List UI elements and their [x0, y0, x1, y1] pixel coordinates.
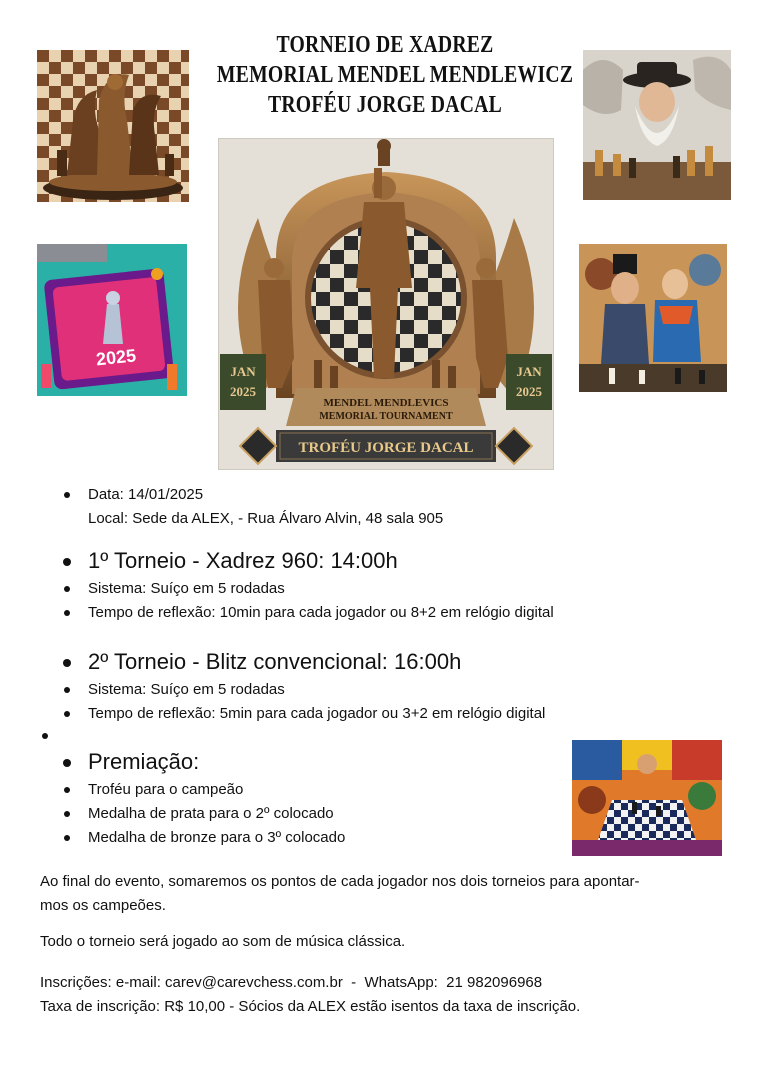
old-man-chess-image — [583, 50, 731, 200]
music-paragraph: Todo o torneio será jogado ao som de música clássica. — [40, 933, 406, 950]
prize-item: Medalha de prata para o 2º colocado — [42, 802, 562, 826]
registration-paragraph — [40, 971, 730, 1019]
flyer-title — [216, 30, 574, 120]
memorial-trophy-poster — [218, 138, 554, 470]
scoring-paragraph — [40, 870, 730, 918]
event-date — [42, 483, 642, 531]
event-info — [42, 483, 642, 531]
prize-item: Medalha de bronze para o 3º colocado — [42, 826, 562, 850]
scoring-line-2: mos os campeões. — [40, 897, 166, 914]
tournament-1-time: Tempo de reflexão: 10min para cada jogador ou 8+2 em relógio digital — [42, 601, 742, 625]
tablet-year-text: 2025 — [95, 345, 137, 370]
prizes-section — [42, 746, 562, 850]
right-badge-year: 2025 — [516, 384, 542, 399]
prizes-heading: Premiação: — [42, 746, 562, 778]
tournament-1-system: Sistema: Suíço em 5 rodadas — [42, 577, 742, 601]
left-badge-year: 2025 — [230, 384, 256, 399]
tournament-1-heading: 1º Torneio - Xadrez 960: 14:00h — [42, 545, 742, 577]
registration-fee: Taxa de inscrição: R$ 10,00 - Sócios da ALEX estão isentos da taxa de inscrição. — [40, 998, 581, 1015]
tournament-2-section — [42, 646, 742, 726]
chess-crowd-image — [572, 740, 722, 856]
prize-item: Troféu para o campeão — [42, 778, 562, 802]
bronze-horses-image — [37, 50, 189, 202]
left-badge-month: JAN — [230, 364, 256, 379]
victorian-players-image — [579, 244, 727, 392]
plaque-line-1: MENDEL MENDLEVICS — [323, 397, 449, 409]
plaque-line-2: MEMORIAL TOURNAMENT — [319, 411, 453, 422]
title-line-3: TROFÉU JORGE DACAL — [267, 92, 503, 118]
right-badge-month: JAN — [516, 364, 542, 379]
registration-contact: Inscrições: e-mail: carev@carevchess.com.br - WhatsApp: 21 982096968 — [40, 974, 543, 991]
tournament-2-heading: 2º Torneio - Blitz convencional: 16:00h — [42, 646, 742, 678]
tournament-2-time: Tempo de reflexão: 5min para cada jogador ou 3+2 em relógio digital — [42, 702, 742, 726]
tablet-2025-image — [37, 244, 187, 396]
tournament-1-section — [42, 545, 742, 625]
title-line-2: MEMORIAL MENDEL MENDLEWICZ — [216, 62, 574, 88]
event-date-text: Data: 14/01/2025 — [88, 486, 204, 503]
tournament-2-system: Sistema: Suíço em 5 rodadas — [42, 678, 742, 702]
bullet-dot — [42, 733, 48, 739]
trophy-banner-text: TROFÉU JORGE DACAL — [298, 440, 474, 456]
title-line-1: TORNEIO DE XADREZ — [276, 32, 494, 58]
event-location-text: Local: Sede da ALEX, - Rua Álvaro Alvin, 48 sala 905 — [88, 510, 444, 527]
scoring-line-1: Ao final do evento, somaremos os pontos de cada jogador nos dois torneios para apontar- — [40, 873, 640, 890]
